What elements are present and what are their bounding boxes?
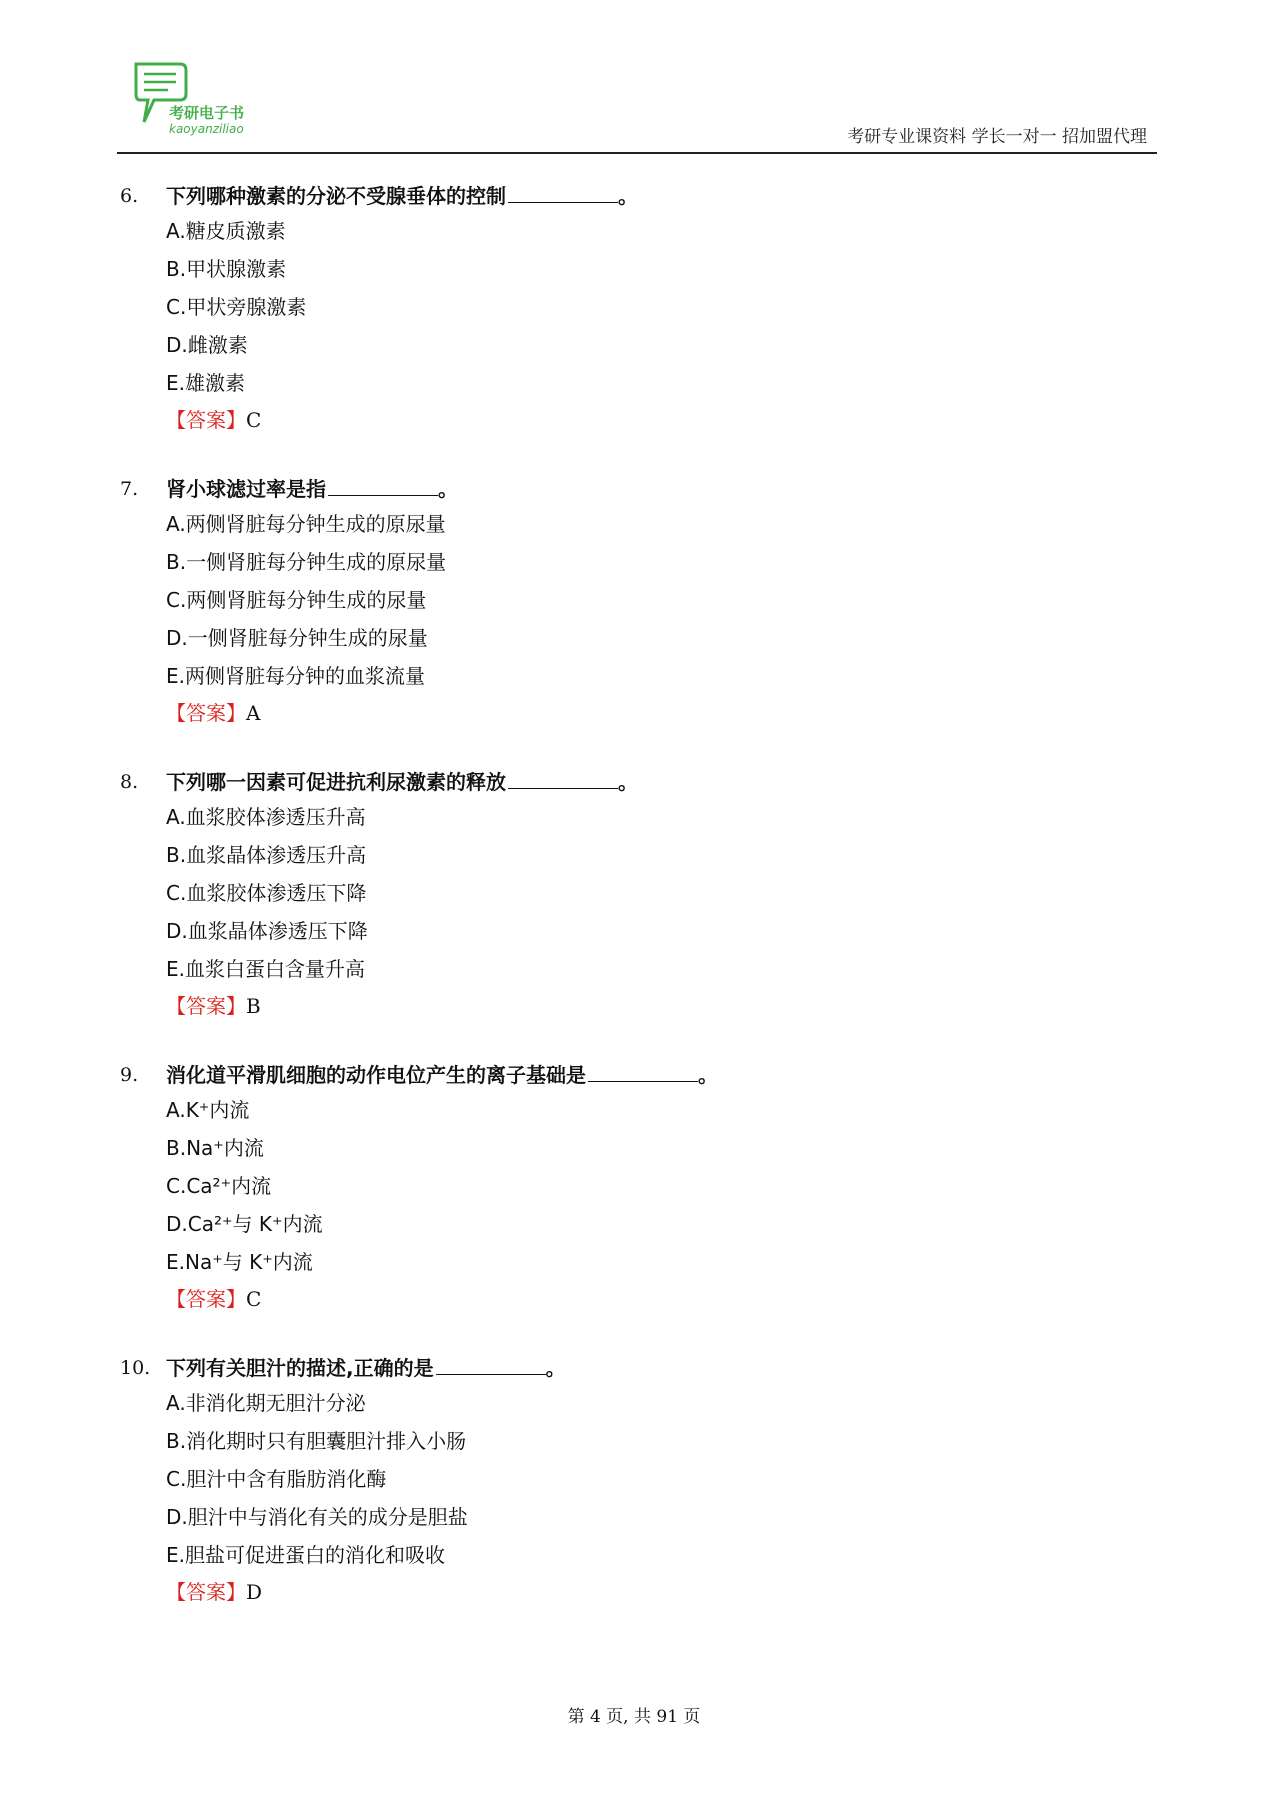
option-list	[166, 1384, 1140, 1574]
answer-blank	[436, 1352, 546, 1375]
answer-line	[166, 402, 1140, 438]
answer-value: D	[246, 1580, 263, 1604]
answer-value: C	[246, 1287, 262, 1311]
answer-tag: 【答案】	[166, 1580, 246, 1604]
option-e: E.雄激素	[166, 371, 245, 395]
option-a: A.K⁺内流	[166, 1098, 250, 1122]
question-number: 8.	[120, 771, 139, 793]
answer-line	[166, 1281, 1140, 1317]
option-c: C.血浆胶体渗透压下降	[166, 881, 367, 905]
option-e: E.血浆白蛋白含量升高	[166, 957, 365, 981]
option-b: B.Na⁺内流	[166, 1136, 264, 1160]
question-list	[120, 180, 1140, 1645]
question-end: 。	[698, 1063, 718, 1087]
logo-text: 考研电子书	[169, 104, 245, 122]
question-number: 10.	[120, 1357, 151, 1379]
answer-tag: 【答案】	[166, 994, 246, 1018]
question-text: 下列哪一因素可促进抗利尿激素的释放	[166, 770, 506, 794]
question-stem	[120, 1352, 1140, 1384]
option-e: E.胆盐可促进蛋白的消化和吸收	[166, 1543, 445, 1567]
answer-value: B	[246, 994, 261, 1018]
option-d: D.胆汁中与消化有关的成分是胆盐	[166, 1505, 468, 1529]
question-stem	[120, 766, 1140, 798]
option-c: C.两侧肾脏每分钟生成的尿量	[166, 588, 427, 612]
question-item	[120, 1352, 1140, 1610]
option-a: A.非消化期无胆汁分泌	[166, 1391, 366, 1415]
option-b: B.血浆晶体渗透压升高	[166, 843, 367, 867]
page-header	[117, 60, 1157, 154]
option-list	[166, 798, 1140, 988]
answer-tag: 【答案】	[166, 1287, 246, 1311]
answer-line	[166, 988, 1140, 1024]
option-list	[166, 1091, 1140, 1281]
question-stem	[120, 473, 1140, 505]
question-item	[120, 473, 1140, 731]
answer-line	[166, 695, 1140, 731]
option-c: C.胆汁中含有脂肪消化酶	[166, 1467, 387, 1491]
option-c: C.甲状旁腺激素	[166, 295, 307, 319]
question-stem	[120, 180, 1140, 212]
question-item	[120, 180, 1140, 438]
option-d: D.Ca²⁺与 K⁺内流	[166, 1212, 323, 1236]
option-a: A.两侧肾脏每分钟生成的原尿量	[166, 512, 446, 536]
option-list	[166, 505, 1140, 695]
page-footer: 第 4 页, 共 91 页	[567, 1707, 701, 1727]
option-c: C.Ca²⁺内流	[166, 1174, 272, 1198]
question-text: 肾小球滤过率是指	[166, 477, 326, 501]
option-a: A.血浆胶体渗透压升高	[166, 805, 366, 829]
question-item	[120, 1059, 1140, 1317]
question-text: 下列哪种激素的分泌不受腺垂体的控制	[166, 184, 506, 208]
question-number: 9.	[120, 1064, 139, 1086]
option-b: B.消化期时只有胆囊胆汁排入小肠	[166, 1429, 467, 1453]
logo-subtitle: kaoyanziliao	[169, 122, 244, 136]
option-a: A.糖皮质激素	[166, 219, 286, 243]
question-item	[120, 766, 1140, 1024]
answer-blank	[328, 473, 438, 496]
question-number: 7.	[120, 478, 139, 500]
answer-blank	[508, 180, 618, 203]
answer-line	[166, 1574, 1140, 1610]
answer-value: A	[246, 701, 261, 725]
answer-blank	[588, 1059, 698, 1082]
header-tagline: 考研专业课资料 学长一对一 招加盟代理	[847, 127, 1147, 147]
answer-tag: 【答案】	[166, 408, 246, 432]
answer-tag: 【答案】	[166, 701, 246, 725]
option-d: D.一侧肾脏每分钟生成的尿量	[166, 626, 428, 650]
option-e: E.Na⁺与 K⁺内流	[166, 1250, 313, 1274]
option-b: B.甲状腺激素	[166, 257, 287, 281]
option-list	[166, 212, 1140, 402]
question-stem	[120, 1059, 1140, 1091]
option-e: E.两侧肾脏每分钟的血浆流量	[166, 664, 425, 688]
option-d: D.血浆晶体渗透压下降	[166, 919, 368, 943]
question-end: 。	[618, 770, 638, 794]
question-text: 消化道平滑肌细胞的动作电位产生的离子基础是	[166, 1063, 586, 1087]
option-d: D.雌激素	[166, 333, 248, 357]
question-end: 。	[438, 477, 458, 501]
question-end: 。	[618, 184, 638, 208]
question-end: 。	[545, 1356, 566, 1380]
question-number: 6.	[120, 185, 139, 207]
option-b: B.一侧肾脏每分钟生成的原尿量	[166, 550, 447, 574]
answer-value: C	[246, 408, 262, 432]
question-text: 下列有关胆汁的描述,正确的是	[166, 1356, 434, 1380]
answer-blank	[508, 766, 618, 789]
